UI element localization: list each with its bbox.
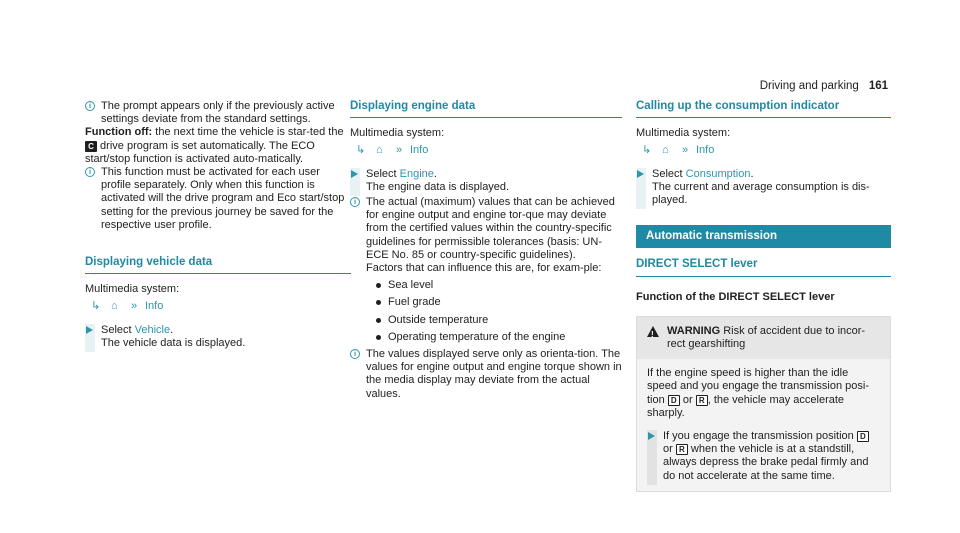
note-actual-values: i The actual (maximum) values that can be achieved for engine output and engine tor-que may deviate from the certified values within the country-specific guidelines for permissible tolerances (basis: UN-ECE No. 85 or country-specific guidelines). <box>350 196 622 262</box>
double-chevron-icon: » <box>682 144 689 157</box>
column-2 <box>350 100 622 401</box>
menu-path <box>85 300 351 313</box>
step-warning: If you engage the transmission position D or R when the vehicle is at a standstill, always depress the brake pedal firmly and do not accelerate at the same time. <box>647 430 880 483</box>
note-profile: i This function must be activated for each user profile separately. Only when this function is activated will the drive program and Eco start/stop setting for the previous journey be saved for the respective user profile. <box>85 166 351 232</box>
step-triangle-icon <box>648 432 655 440</box>
function-heading: Function of the DIRECT SELECT lever <box>636 290 835 303</box>
section-title: Driving and parking <box>759 80 859 92</box>
multimedia-system-label: Multimedia system: <box>636 127 731 140</box>
consumption-heading: Calling up the consumption indicator <box>636 100 891 118</box>
list-item: Outside temperature <box>376 314 622 327</box>
menu-path <box>636 144 891 157</box>
gear-c-symbol: C <box>85 141 97 152</box>
factors-text: Factors that can influence this are, for exam-ple: <box>366 262 602 275</box>
warning-triangle-icon: ! <box>647 326 659 337</box>
gear-d-symbol: D <box>857 431 869 442</box>
info-icon: i <box>350 197 360 207</box>
column-3 <box>636 100 891 492</box>
step-triangle-icon <box>351 170 358 178</box>
note-orientation: i The values displayed serve only as orienta-tion. The values for engine output and engine torque shown in the media display may deviate from the actual values. <box>350 348 622 401</box>
info-icon: i <box>350 349 360 359</box>
path-info-link[interactable]: Info <box>696 144 715 157</box>
warning-header: ! WARNING Risk of accident due to incor-rect gearshifting <box>637 317 890 359</box>
home-icon: ⌂ <box>662 144 669 157</box>
double-chevron-icon: » <box>131 300 138 313</box>
menu-path <box>350 144 622 157</box>
path-arrow-icon: ↳ <box>91 300 101 313</box>
path-arrow-icon: ↳ <box>356 144 366 157</box>
path-info-link[interactable]: Info <box>145 300 164 313</box>
multimedia-system-label: Multimedia system: <box>85 283 180 296</box>
info-icon: i <box>85 167 95 177</box>
engine-link[interactable]: Engine <box>399 167 434 180</box>
warning-box <box>636 316 891 492</box>
page-header <box>760 80 888 92</box>
warning-body: If the engine speed is higher than the idle speed and you engage the transmission posi-tion D or R , the vehicle may accelerate sharply. If you engage the transmission position D or R when the vehicle is at a standstill, always depress the brake pedal firmly and do not accelerate at the same time. <box>637 359 890 491</box>
multimedia-system-label: Multimedia system: <box>350 127 445 140</box>
section-bar-automatic-transmission: Automatic transmission <box>636 225 891 248</box>
step-select-consumption: Select Consumption. The current and average consumption is dis-played. <box>636 168 891 208</box>
gear-d-symbol: D <box>668 395 680 406</box>
page-number: 161 <box>868 80 888 92</box>
home-icon: ⌂ <box>376 144 383 157</box>
list-item: Sea level <box>376 279 622 292</box>
home-icon: ⌂ <box>111 300 118 313</box>
list-item: Fuel grade <box>376 296 622 309</box>
vehicle-link[interactable]: Vehicle <box>134 323 171 336</box>
engine-data-heading: Displaying engine data <box>350 100 622 118</box>
factors-list <box>350 279 622 344</box>
step-select-engine: Select Engine. The engine data is displayed. <box>350 168 622 194</box>
double-chevron-icon: » <box>396 144 403 157</box>
gear-r-symbol: R <box>676 444 688 455</box>
step-triangle-icon <box>637 170 644 178</box>
list-item: Operating temperature of the engine <box>376 331 622 344</box>
function-off-paragraph: Function off: the next time the vehicle is star-ted the C drive program is set automatically. The ECO start/stop function is activated auto-matically. <box>85 126 344 165</box>
info-icon: i <box>85 101 95 111</box>
step-select-vehicle: Select Vehicle. The vehicle data is displayed. <box>85 324 351 350</box>
direct-select-heading: DIRECT SELECT lever <box>636 258 891 276</box>
step-triangle-icon <box>86 326 93 334</box>
vehicle-data-heading: Displaying vehicle data <box>85 256 351 274</box>
gear-r-symbol: R <box>696 395 708 406</box>
path-info-link[interactable]: Info <box>410 144 429 157</box>
note-prompt: i The prompt appears only if the previously active settings deviate from the standard settings. <box>85 100 351 126</box>
path-arrow-icon: ↳ <box>642 144 652 157</box>
column-1 <box>85 100 351 350</box>
consumption-link[interactable]: Consumption <box>685 167 751 180</box>
